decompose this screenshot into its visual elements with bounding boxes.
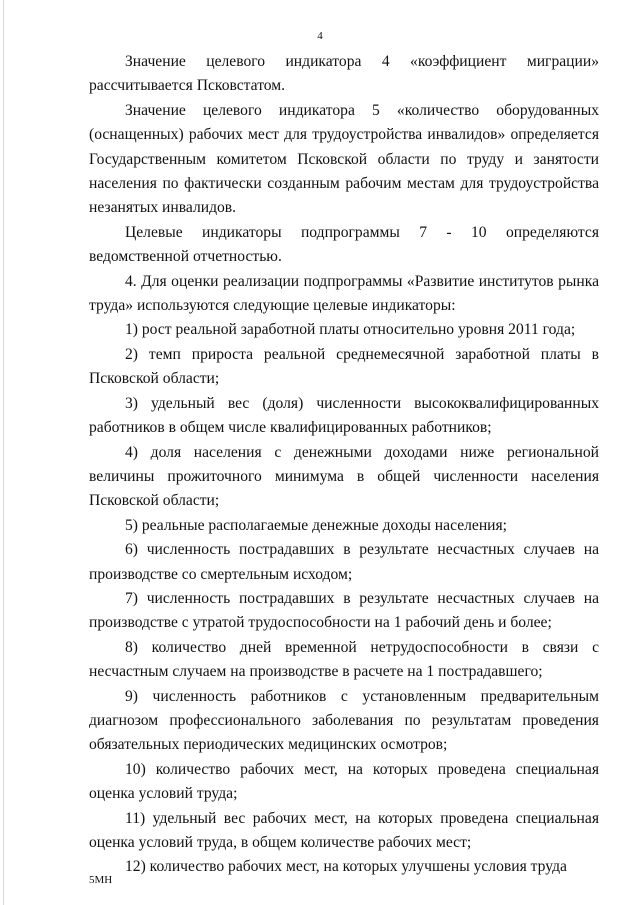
page-edge-line bbox=[3, 0, 4, 905]
list-item-11: 11) удельный вес рабочих мест, на которых проведена специальная оценка условий труда, в общем количестве рабочих мест; bbox=[89, 809, 599, 851]
paragraph-indicator-4-migration: Значение целевого индикатора 4 «коэффициент миграции» рассчитывается Псковстатом. bbox=[89, 53, 599, 95]
list-item-10: 10) количество рабочих мест, на которых проведена специальная оценка условий труда; bbox=[89, 760, 599, 803]
document-body bbox=[89, 50, 599, 880]
list-item-9: 9) численность работников с установленным предварительным диагнозом профессионального заболевания по результатам проведения обязательных периодических медицинских осмотров; bbox=[89, 687, 599, 754]
list-item-2: 2) темп прироста реальной среднемесячной заработной платы в Псковской области; bbox=[89, 345, 599, 388]
list-item-1: 1) рост реальной заработной платы относительно уровня 2011 года; bbox=[125, 321, 576, 339]
list-item-7: 7) численность пострадавших в результате несчастных случаев на производстве с утратой трудоспособности на 1 рабочий день и более; bbox=[89, 589, 599, 632]
list-item-8: 8) количество дней временной нетрудоспособности в связи с несчастным случаем на производстве в расчете на 1 пострадавшего; bbox=[89, 638, 599, 681]
list-item-12: 12) количество рабочих мест, на которых улучшены условия труда bbox=[125, 858, 567, 876]
list-item-6: 6) численность пострадавших в результате несчастных случаев на производстве со смертельным исходом; bbox=[89, 541, 599, 583]
paragraph-indicator-5-disabled-workplaces: Значение целевого индикатора 5 «количество оборудованных (оснащенных) рабочих мест для трудоустройства инвалидов» определяется Государственным комитетом Псковской области по труду и занятости населения по фактически созданным рабочим местам для трудоустройства незанятых инвалидов. bbox=[89, 101, 599, 217]
paragraph-section-4-intro: 4. Для оценки реализации подпрограммы «Развитие институтов рынка труда» используются следующие целевые индикаторы: bbox=[89, 272, 599, 315]
list-item-3: 3) удельный вес (доля) численности высококвалифицированных работников в общем числе квалифицированных работников; bbox=[89, 394, 599, 437]
list-item-5: 5) реальные располагаемые денежные доходы населения; bbox=[125, 516, 508, 534]
footer-document-code: 5МН bbox=[89, 874, 113, 886]
list-item-4: 4) доля населения с денежными доходами ниже региональной величины прожиточного минимума в общей численности населения Псковской области; bbox=[89, 443, 599, 510]
paragraph-indicators-7-10: Целевые индикаторы подпрограммы 7 - 10 определяются ведомственной отчетностью. bbox=[89, 223, 599, 266]
page-number: 4 bbox=[317, 30, 323, 42]
